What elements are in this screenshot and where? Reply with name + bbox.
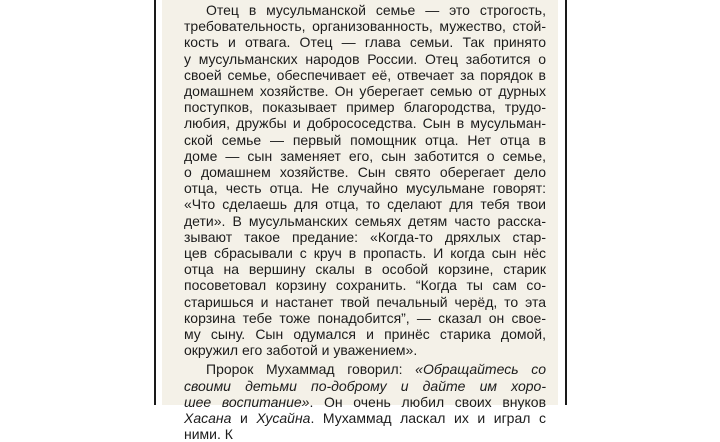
text-line xyxy=(184,361,546,377)
text-segment: му сыну. Сын одумался и принёс старика домой, xyxy=(184,326,546,343)
text-line xyxy=(184,196,546,212)
text-line xyxy=(184,51,546,67)
text-line xyxy=(184,2,546,18)
text-line xyxy=(184,342,546,358)
italic-text: шее воспитание» xyxy=(184,393,310,410)
italic-text: «Обращайтесь со xyxy=(415,361,546,378)
text-segment: . Мухаммад ласкал их и играл с xyxy=(310,410,546,427)
text-line xyxy=(184,148,546,164)
text-segment: окружил его заботой и уважением». xyxy=(184,342,418,359)
page-text xyxy=(184,2,546,442)
text-segment: ской семье — первый помощник отца. Нет отца в xyxy=(184,131,546,148)
text-line xyxy=(184,245,546,261)
paragraph xyxy=(184,2,546,358)
text-line xyxy=(184,229,546,245)
paragraph xyxy=(184,361,546,442)
text-segment: Отец в мусульманской семье — это строгость, xyxy=(206,2,546,18)
text-segment: домашнем хозяйстве. Он уберегает семью от дурных xyxy=(184,83,546,100)
text-segment: у мусульманских народов России. Отец заботится о xyxy=(184,50,546,67)
text-line xyxy=(184,132,546,148)
left-border-line xyxy=(154,0,156,405)
text-line xyxy=(184,67,546,83)
text-segment: поступков, показывает пример благородства, трудо- xyxy=(184,99,546,116)
text-line xyxy=(184,261,546,277)
book-page[interactable] xyxy=(162,0,558,442)
text-line xyxy=(184,326,546,342)
text-line xyxy=(184,310,546,326)
text-segment: о домашнем хозяйстве. Сын свято оберегает дело xyxy=(184,164,546,181)
text-segment: . Он очень любил своих внуков xyxy=(309,393,546,410)
text-segment: любия, дружбы и добрососедства. Сын в мусульман- xyxy=(184,115,546,132)
text-segment: и xyxy=(231,410,257,427)
text-line xyxy=(184,99,546,115)
text-segment: кость и отвага. Отец — глава семьи. Так принято xyxy=(184,34,546,51)
text-segment: доме — сын заменяет его, сын заботится о семье, xyxy=(184,147,546,164)
text-segment: отца на вершину скалы в особой корзине, старик xyxy=(184,261,546,278)
text-segment: требовательность, организованность, мужество, стой- xyxy=(184,18,546,35)
text-segment: Пророк Мухаммад говорил: xyxy=(206,361,416,378)
text-line xyxy=(184,277,546,293)
text-segment: отца, честь отца. Не случайно мусульмане говорят: xyxy=(184,180,546,197)
text-line xyxy=(184,410,546,426)
text-segment: зывают такое предание: «Когда-то дряхлых стар- xyxy=(184,228,546,245)
text-line xyxy=(184,18,546,34)
text-line xyxy=(184,394,546,410)
text-segment: цев сбрасывали с круч в пропасть. И когда сын нёс xyxy=(184,245,546,262)
text-line xyxy=(184,83,546,99)
text-segment: дети». В мусульманских семьях детям часто расска- xyxy=(184,212,546,229)
text-segment: своей семье, обеспечивает её, отвечает за порядок в xyxy=(184,66,546,83)
text-line xyxy=(184,213,546,229)
text-line xyxy=(184,164,546,180)
italic-text: своими детьми по-доброму и дайте им хоро- xyxy=(184,377,546,394)
text-segment: посоветовал корзину сохранить. “Когда ты сам со- xyxy=(184,277,546,294)
text-segment: корзина тебе тоже понадобится”, — сказал он свое- xyxy=(184,309,546,326)
text-line xyxy=(184,180,546,196)
italic-text: Хасана xyxy=(184,410,232,427)
text-line xyxy=(184,378,546,394)
right-border-line xyxy=(565,0,567,405)
text-segment: ними. К xyxy=(184,426,233,442)
italic-text: Хусайна xyxy=(256,410,311,427)
text-line xyxy=(184,426,546,442)
text-segment: «Что сделаешь для отца, то сделают для тебя твои xyxy=(184,196,546,213)
text-segment: старишься и настанет твой печальный черёд, то эта xyxy=(184,293,546,310)
text-line xyxy=(184,115,546,131)
text-line xyxy=(184,34,546,50)
text-line xyxy=(184,294,546,310)
